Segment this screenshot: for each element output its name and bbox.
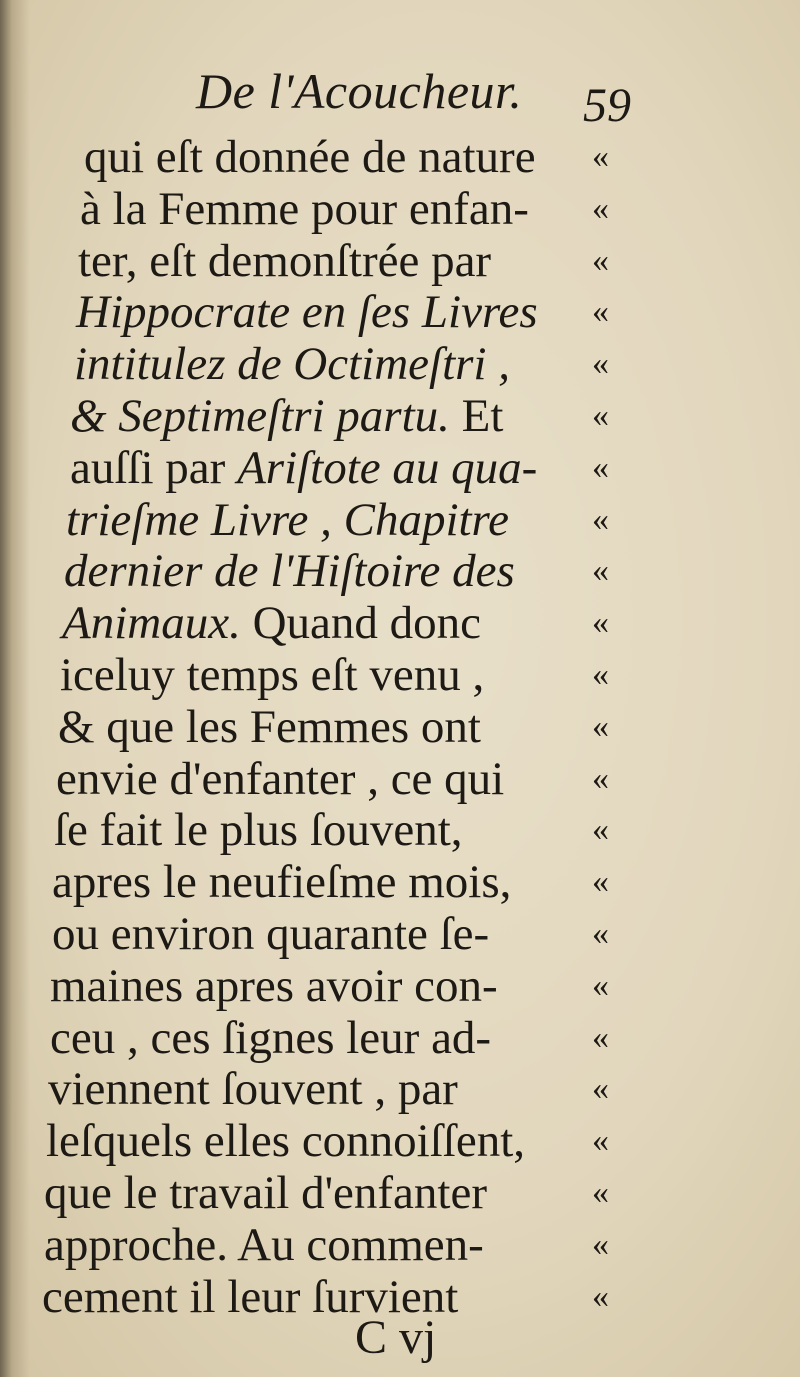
quote-marker: « bbox=[592, 1019, 609, 1056]
text-segment: maines apres avoir con- bbox=[50, 960, 498, 1012]
quote-marker: « bbox=[592, 656, 609, 693]
quote-marker: « bbox=[592, 449, 609, 486]
text-segment: & que les Femmes ont bbox=[58, 701, 481, 753]
quote-marker: « bbox=[592, 1174, 609, 1211]
text-line bbox=[64, 544, 515, 598]
quote-marker: « bbox=[592, 345, 609, 382]
text-segment: ſe fait le plus ſouvent, bbox=[54, 804, 463, 856]
text-line bbox=[70, 441, 537, 495]
text-line bbox=[76, 285, 538, 339]
quote-marker: « bbox=[592, 501, 609, 538]
text-line bbox=[70, 389, 503, 443]
text-segment: viennent ſouvent , par bbox=[48, 1063, 458, 1115]
quote-marker: « bbox=[592, 1278, 609, 1315]
text-line bbox=[48, 1062, 458, 1116]
text-line bbox=[44, 1218, 484, 1272]
text-segment: à la Femme pour enfan- bbox=[80, 183, 529, 235]
quote-marker: « bbox=[592, 604, 609, 641]
quote-marker: « bbox=[592, 863, 609, 900]
text-line bbox=[46, 1114, 525, 1168]
italic-text-segment: & Septimeſtri partu. bbox=[70, 390, 450, 442]
text-line bbox=[44, 1166, 487, 1220]
text-segment: Et bbox=[449, 390, 504, 442]
quote-marker: « bbox=[592, 1070, 609, 1107]
text-line bbox=[62, 596, 481, 650]
text-line bbox=[74, 337, 510, 391]
text-segment: apres le neufieſme mois, bbox=[52, 856, 512, 908]
text-segment: que le travail d'enfanter bbox=[44, 1167, 487, 1219]
text-line bbox=[56, 752, 504, 806]
text-segment: leſquels elles connoiſſent, bbox=[46, 1115, 526, 1167]
italic-text-segment: intitulez de Octimeſtri , bbox=[74, 338, 510, 390]
text-line bbox=[52, 907, 489, 961]
text-line bbox=[50, 959, 498, 1013]
text-segment: ou environ quarante ſe- bbox=[52, 908, 490, 960]
italic-text-segment: Hippocrate en ſes Livres bbox=[76, 286, 538, 338]
quote-marker: « bbox=[592, 138, 609, 175]
text-segment: qui eſt donnée de nature bbox=[84, 131, 536, 183]
quote-marker: « bbox=[592, 915, 609, 952]
italic-text-segment: Ariſtote au qua- bbox=[237, 442, 538, 494]
text-segment: approche. Au commen- bbox=[44, 1219, 484, 1271]
text-segment: cement il leur ſurvient bbox=[42, 1271, 459, 1323]
text-segment: iceluy temps eſt venu , bbox=[60, 649, 485, 701]
quote-marker: « bbox=[592, 1122, 609, 1159]
signature-mark: C vj bbox=[355, 1311, 437, 1364]
text-line bbox=[54, 803, 463, 857]
text-line bbox=[50, 1011, 491, 1065]
quote-marker: « bbox=[592, 293, 609, 330]
quote-marker: « bbox=[592, 1226, 609, 1263]
quote-marker: « bbox=[592, 760, 609, 797]
italic-text-segment: trieſme Livre , Chapitre bbox=[66, 494, 509, 546]
text-segment: auſſi par bbox=[70, 442, 238, 494]
text-segment: ter, eſt demonſtrée par bbox=[78, 235, 492, 287]
text-line bbox=[66, 493, 509, 547]
italic-text-segment: dernier de l'Hiſtoire des bbox=[64, 545, 515, 597]
running-title: De l'Acoucheur. bbox=[196, 63, 523, 119]
text-segment: ceu , ces ſignes leur ad- bbox=[50, 1012, 492, 1064]
quote-marker: « bbox=[592, 242, 609, 279]
text-line bbox=[52, 855, 511, 909]
quote-marker: « bbox=[592, 967, 609, 1004]
italic-text-segment: Animaux. bbox=[62, 597, 241, 649]
quote-marker: « bbox=[592, 552, 609, 589]
quote-marker: « bbox=[592, 811, 609, 848]
text-segment: Quand donc bbox=[240, 597, 481, 649]
text-line bbox=[80, 182, 529, 236]
text-line bbox=[84, 130, 536, 184]
quote-marker: « bbox=[592, 397, 609, 434]
text-line bbox=[60, 648, 484, 702]
text-line bbox=[58, 700, 481, 754]
quote-marker: « bbox=[592, 708, 609, 745]
quote-marker: « bbox=[592, 190, 609, 227]
text-segment: envie d'enfanter , ce qui bbox=[56, 753, 505, 805]
page-number: 59 bbox=[583, 79, 631, 132]
text-line bbox=[78, 234, 491, 288]
